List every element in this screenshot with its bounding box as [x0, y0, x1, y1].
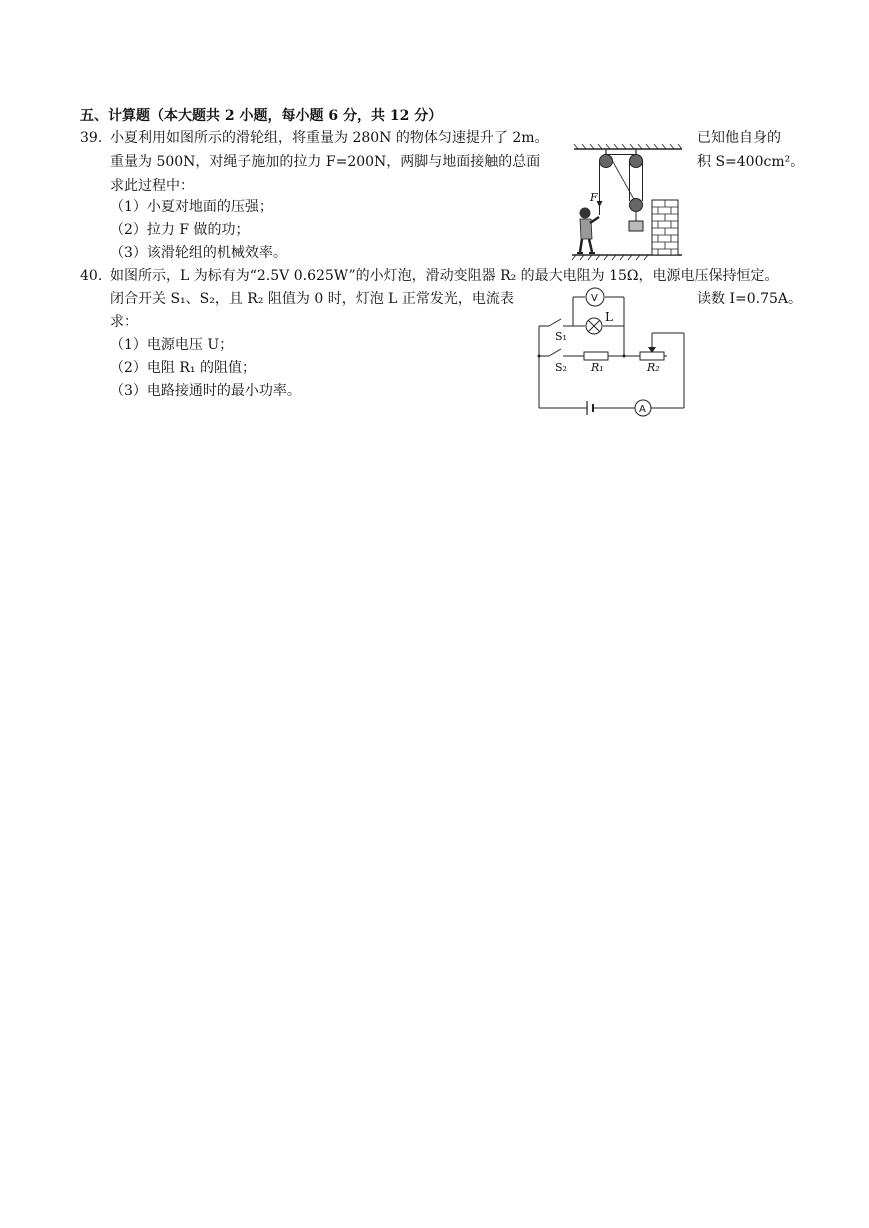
lamp-label: L	[605, 310, 613, 324]
resistor-r2-label: R₂	[647, 361, 660, 374]
sub-question-2: （2）电阻 R₁ 的阻值；	[110, 360, 256, 376]
person-figure	[577, 208, 599, 254]
resistor-r1-label: R₁	[591, 361, 604, 374]
sub-question-3: （3）电路接通时的最小功率。	[110, 383, 301, 399]
sub-question-3: （3）该滑轮组的机械效率。	[110, 245, 287, 261]
resistor-r2	[640, 352, 664, 360]
question-text: 读数 I=0.75A。	[697, 291, 802, 307]
voltmeter-label: V	[591, 293, 598, 304]
fixed-pulley-right	[630, 155, 643, 168]
movable-pulley	[630, 199, 643, 212]
sub-question-2: （2）拉力 F 做的功；	[110, 222, 250, 238]
brick-wall	[652, 200, 678, 255]
question-text: 已知他自身的	[697, 130, 781, 146]
ammeter-label: A	[639, 404, 646, 415]
weight-block	[629, 221, 643, 231]
sub-question-1: （1）小夏对地面的压强；	[110, 199, 273, 215]
question-text: 小夏利用如图所示的滑轮组，将重量为 280N 的物体匀速提升了 2m。	[110, 130, 549, 146]
switch-s2-label: S₂	[555, 361, 567, 374]
question-text: 求此过程中：	[110, 178, 194, 194]
fixed-pulley-left	[600, 155, 613, 168]
question-text: 积 S=400cm²。	[697, 154, 805, 170]
pulley-figure	[570, 143, 685, 260]
question-text: 重量为 500N，对绳子施加的拉力 F=200N，两脚与地面接触的总面	[110, 154, 541, 170]
question-number: 39.	[80, 130, 103, 146]
force-label: F	[590, 191, 598, 204]
lamp-symbol	[586, 318, 602, 334]
resistor-r1	[584, 352, 608, 360]
question-number: 40.	[80, 268, 103, 284]
question-text: 求：	[110, 314, 138, 330]
switch-s1-label: S₁	[555, 330, 567, 343]
section-title: 五、计算题（本大题共 2 小题，每小题 6 分，共 12 分）	[80, 108, 443, 124]
question-text: 如图所示，L 为标有为“2.5V 0.625W”的小灯泡，滑动变阻器 R₂ 的最大电阻为 15Ω，电源电压保持恒定。	[110, 268, 779, 284]
sub-question-1: （1）电源电压 U；	[110, 337, 234, 353]
circuit-diagram	[535, 285, 687, 413]
question-text: 闭合开关 S₁、S₂，且 R₂ 阻值为 0 时，灯泡 L 正常发光，电流表	[110, 291, 514, 307]
battery-symbol	[587, 401, 593, 415]
